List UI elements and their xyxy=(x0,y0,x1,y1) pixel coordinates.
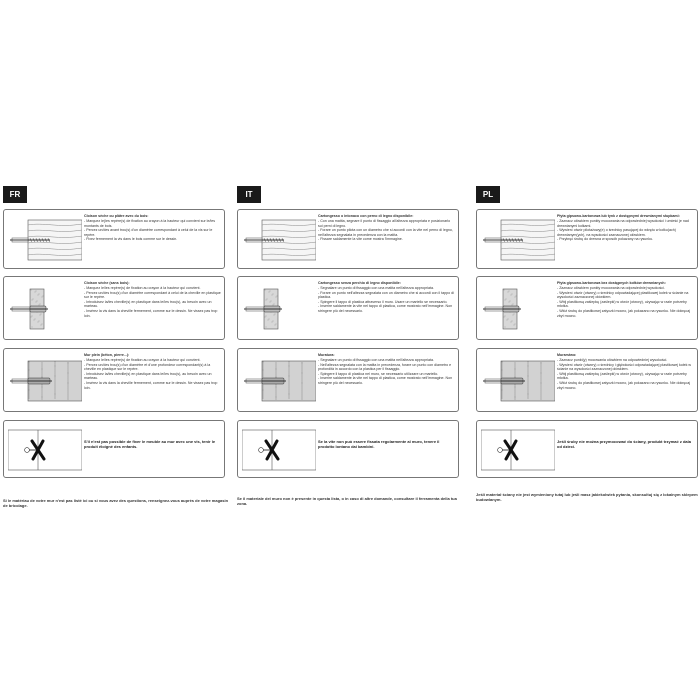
instruction-title: Cloison sèche (sans bois): xyxy=(84,281,130,285)
masonry-mounting-illustration xyxy=(481,358,555,404)
language-tag: IT xyxy=(237,186,261,203)
instruction-step: - Wywierć otwór (otwory) o średnicy odpowiadającej plastikowej kołek w ścianie na wysokości zaznaczonej ołówkiem. xyxy=(557,290,689,300)
instruction-step: - Forare un punto pilota con un diametro che si accordi con la vite nel perno di legno, nell'altezza segnalata in precedenza con la matita. xyxy=(318,228,453,237)
masonry-mounting-illustration xyxy=(242,358,316,404)
instruction-text xyxy=(84,214,221,242)
language-tag: PL xyxy=(476,186,500,203)
instruction-step: - Segnalare un punto di fissaggio con una matita nell'altezza appropriata. xyxy=(318,286,434,291)
warning-box xyxy=(237,420,459,478)
footer-note: Jeśli materiał ściany nie jest wymieniony tutaj lub jeśli masz jakiekolwiek pytania, skonsultuj się z lokalnym sklepem budowlanym. xyxy=(476,492,698,503)
instruction-step: - Wywierć otwór (otwory) o średnicy i głębokości odpowiadającej plastikowej kołek w ścianie na wysokości zaznaczonej ołówkiem. xyxy=(557,362,691,372)
instruction-step: - Marquez le(les repère(s) de fixation au crayon à la hauteur qui convient sur le/les montants de bois. xyxy=(84,219,216,228)
instruction-step: - Włóż śrubę do plastikowej zatyczki mocno, jak pokazano na rysunku. Nie dokręcaj zbyt mocno. xyxy=(557,381,691,390)
instruction-box-drywall xyxy=(237,276,459,340)
instruction-box-masonry xyxy=(237,348,459,412)
instruction-step: - Inserire saldamente la vite nel tappo di plastica, come mostrato nell'immagine. Non stringere più del necessario. xyxy=(318,304,453,314)
drywall-mounting-illustration xyxy=(8,286,82,332)
instruction-list xyxy=(318,286,455,314)
warning-text: S'il n'est pas possible de fixer le meuble au mur avec une vis, tenir le produit éloigné des enfants. xyxy=(84,439,216,449)
instruction-box-wood xyxy=(3,209,225,269)
no-screw-warning-illustration xyxy=(8,427,82,473)
instruction-text xyxy=(557,214,694,242)
instruction-step: - Wbij plastikową zaślepkę (zaślepki) w otwór (otwory), używając w razie potrzeby młotka. xyxy=(557,371,687,381)
instruction-step: - Fixez fermement la vis dans le bois comme sur le dessin. xyxy=(84,237,178,242)
instruction-text xyxy=(557,353,694,390)
instruction-step: - Włóż śrubę do plastikowej zatyczki mocno, jak pokazano na rysunku. Nie dokręcaj zbyt mocno. xyxy=(557,309,691,318)
warning-box xyxy=(476,420,698,478)
instruction-title: Mur plein (béton, pierre...): xyxy=(84,353,130,357)
instruction-step: - Zaznacz punkt(y) mocowania ołówkiem na odpowiedniej wysokości. xyxy=(557,358,668,363)
instruction-step: - Insérez la vis dans la cheville fermement, comme sur le dessin. Ne vissez pas trop loin. xyxy=(84,381,218,390)
instruction-step: - Zaznacz ołówkiem punkty mocowania na odpowiedniej wysokości i umieść je nad drewnianymi kołkami. xyxy=(557,219,689,228)
footer-note: Si le matériau de votre mur n'est pas listé ici ou si vous avez des questions, renseignez-vous auprès de votre magasin de bricolage. xyxy=(3,498,229,509)
instruction-title: Płyta gipsowo-kartonowa bez dostępnych kołków drewnianych: xyxy=(557,281,666,285)
instruction-step: - Wywierć otwór pilotażowy(e) o średnicy pasującej do wkrętu w kołku(ach) drewnianym(ych), na wysokości zaznaczonej ołówkiem. xyxy=(557,228,677,237)
instruction-box-drywall xyxy=(476,276,698,340)
instruction-list xyxy=(318,219,455,242)
instruction-step: - Segnalare un punto di fissaggio con una matita nell'altezza appropriata. xyxy=(318,358,434,363)
language-tag: FR xyxy=(3,186,27,203)
instruction-step: - Forare un punto nell'altezza segnalata con un diametro che si accordi con il tappo di plastica. xyxy=(318,290,454,300)
instruction-step: - Wbij plastikową zaślepkę (zaślepki) w otwór (otwory), używając w razie potrzeby młotka. xyxy=(557,299,687,309)
instruction-step: - Percez un/des avant trou(s) d'un diamètre correspondant à celui de la vis sur le repère. xyxy=(84,228,213,237)
instruction-box-masonry xyxy=(3,348,225,412)
instruction-text xyxy=(84,281,221,318)
instruction-box-masonry xyxy=(476,348,698,412)
instruction-step: - Spingere il tappo di plastica attraverso il muro. Usare un martello se necessario. xyxy=(318,299,448,304)
instruction-title: Muratura: xyxy=(318,353,335,357)
instruction-text xyxy=(318,214,455,242)
wood-mounting-illustration xyxy=(8,217,82,263)
instruction-step: - Inserire saldamente la vite nel tappo di plastica, come mostrato nell'immagine. Non stringere più del necessario. xyxy=(318,376,453,386)
instruction-box-wood xyxy=(237,209,459,269)
instruction-step: - Percez un/des trou(s) d'un diamètre et d'une profondeur correspondant(s) à la cheville en plastique sur le repère. xyxy=(84,362,211,372)
instruction-box-wood xyxy=(476,209,698,269)
instruction-title: Murarstwo: xyxy=(557,353,577,357)
instruction-title: Cloison sèche ou plâtre avec du bois: xyxy=(84,214,149,218)
drywall-mounting-illustration xyxy=(481,286,555,332)
no-screw-warning-illustration xyxy=(481,427,555,473)
instruction-step: - Percez un/des trou(s) d'un diamètre correspondant à celui de la cheville en plastique sur le repère. xyxy=(84,290,221,300)
instruction-step: - Nell'altezza segnalata con la matita in precedenza, forare un punto con diametro e profondità in accordo con la plastica per il fissaggio. xyxy=(318,362,452,372)
footer-note: Se il materiale del muro non è presente in questa lista, o in caso di altre domande, consultare il ferramenta della tua zona. xyxy=(237,496,457,507)
instruction-list xyxy=(84,358,221,390)
instruction-list xyxy=(557,286,694,318)
instruction-step: - Zaznacz ołówkiem punkty mocowania na odpowiedniej wysokości. xyxy=(557,286,665,291)
warning-text: Se la vite non può essere fissata regolarmente al muro, tenere il prodotto lontano dai bambini. xyxy=(318,439,440,449)
instruction-step: - Introduisez la/les cheville(s) en plastique dans le/les trou(s), au besoin avec un marteau. xyxy=(84,371,212,381)
no-screw-warning-illustration xyxy=(242,427,316,473)
instruction-title: Płyta gipsowo-kartonowa lub tynk z dostępnymi drewnianymi słupkami: xyxy=(557,214,680,218)
instruction-step: - Marquez le/les repère(s) de fixation au crayon à la hauteur qui convient. xyxy=(84,358,201,363)
instruction-step: - Insérez la vis dans la cheville fermement, comme sur le dessin. Ne vissez pas trop loin. xyxy=(84,309,218,318)
instruction-title: Cartongesso o intonaco con perno di legno disponibile: xyxy=(318,214,414,218)
instruction-step: - Con una matita, segnare il punto di fissaggio all'altezza appropriata e posizionarlo sui perni di legno. xyxy=(318,219,451,228)
instruction-list xyxy=(557,358,694,390)
instruction-step: - Przykręć śrubę do drewna w sposób pokazany na rysunku. xyxy=(557,237,654,242)
instruction-text xyxy=(84,353,221,390)
instruction-step: - Fissare saldamente la vite come mostra l'immagine. xyxy=(318,237,403,242)
instruction-title: Cartongesso senza perchio di legno disponibile: xyxy=(318,281,401,285)
instruction-list xyxy=(84,286,221,318)
instruction-list xyxy=(318,358,455,386)
wood-mounting-illustration xyxy=(242,217,316,263)
warning-text: Jeśli śruby nie można przymocować do ściany, produkt trzymać z dala od dzieci. xyxy=(557,439,691,449)
instruction-list xyxy=(557,219,694,242)
drywall-mounting-illustration xyxy=(242,286,316,332)
instruction-step: - Introduisez la/les cheville(s) en plastique dans le/les trou(s), au besoin avec un marteau. xyxy=(84,299,212,309)
warning-box xyxy=(3,420,225,478)
instruction-text xyxy=(318,281,455,314)
instruction-text xyxy=(318,353,455,386)
instruction-list xyxy=(84,219,221,242)
masonry-mounting-illustration xyxy=(8,358,82,404)
instruction-text xyxy=(557,281,694,318)
instruction-step: - Spingere il tappo di plastica nel muro, se necessario utilizzare un martello. xyxy=(318,371,439,376)
wood-mounting-illustration xyxy=(481,217,555,263)
instruction-step: - Marquez le/les repère(s) de fixation au crayon à la hauteur qui convient. xyxy=(84,286,201,291)
instruction-box-drywall xyxy=(3,276,225,340)
